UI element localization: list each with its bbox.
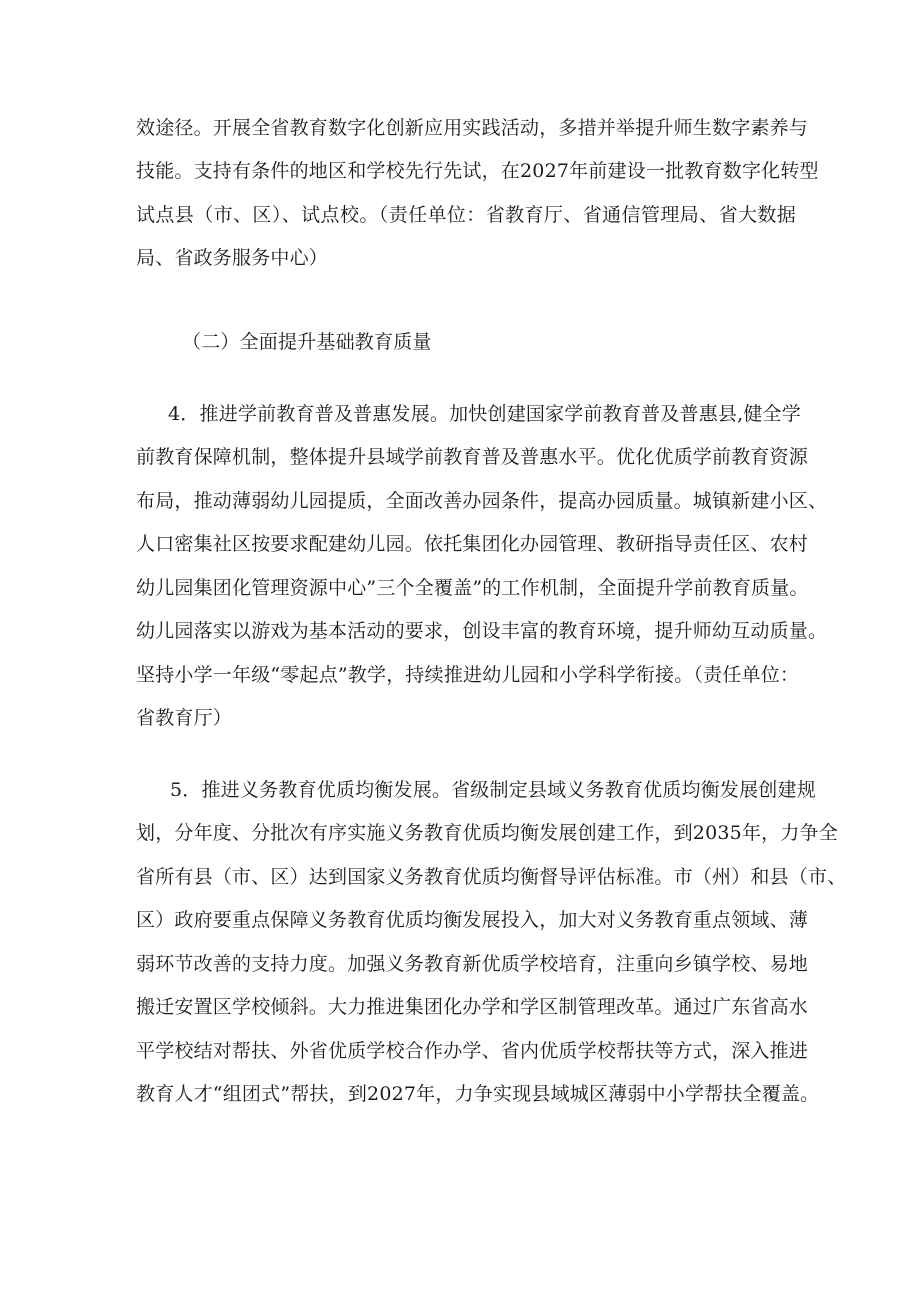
text-line: 区）政府要重点保障义务教育优质均衡发展投入，加大对义务教育重点领域、薄 [136, 909, 809, 931]
text-line: 试点县（市、区）、试点校。（责任单位：省教育厅、省通信管理局、省大数据 [136, 204, 796, 226]
text-line: 划，分年度、分批次有序实施义务教育优质均衡发展创建工作，到2035年，力争全 [136, 822, 838, 844]
text-line: 4．推进学前教育普及普惠发展。加快创建国家学前教育普及普惠县,健全学 [168, 403, 801, 425]
text-line: 弱环节改善的支持力度。加强义务教育新优质学校培育，注重向乡镇学校、易地 [136, 953, 809, 975]
text-line: 局、省政务服务中心） [136, 247, 329, 269]
text-line: 幼儿园集团化管理资源中心”三个全覆盖”的工作机制，全面提升学前教育质量。 [136, 577, 809, 599]
text-line: 搬迁安置区学校倾斜。大力推进集团化办学和学区制管理改革。通过广东省高水 [136, 996, 809, 1018]
text-line: 布局，推动薄弱幼儿园提质，全面改善办园条件，提高办园质量。城镇新建小区、 [136, 490, 828, 512]
section-heading: （二）全面提升基础教育质量 [182, 331, 432, 353]
text-line: 5．推进义务教育优质均衡发展。省级制定县域义务教育优质均衡发展创建规 [170, 779, 816, 801]
text-line: 效途径。开展全省教育数字化创新应用实践活动，多措并举提升师生数字素养与 [136, 117, 809, 139]
text-line: 坚持小学一年级“零起点”教学，持续推进幼儿园和小学科学衔接。（责任单位： [136, 664, 800, 686]
text-line: 教育人才“组团式”帮扶，到2027年，力争实现县域城区薄弱中小学帮扶全覆盖。 [136, 1083, 820, 1105]
text-line: 省所有县（市、区）达到国家义务教育优质均衡督导评估标准。市（州）和县（市、 [136, 866, 847, 888]
text-line: 幼儿园落实以游戏为基本活动的要求，创设丰富的教育环境，提升师幼互动质量。 [136, 620, 828, 642]
text-line: 前教育保障机制，整体提升县域学前教育普及普惠水平。优化优质学前教育资源 [136, 446, 809, 468]
text-line: 省教育厅） [136, 707, 233, 729]
text-line: 技能。支持有条件的地区和学校先行先试，在2027年前建设一批教育数字化转型 [136, 160, 819, 182]
text-line: 人口密集社区按要求配建幼儿园。依托集团化办园管理、教研指导责任区、农村 [136, 533, 809, 555]
text-line: 平学校结对帮扶、外省优质学校合作办学、省内优质学校帮扶等方式，深入推进 [136, 1040, 809, 1062]
